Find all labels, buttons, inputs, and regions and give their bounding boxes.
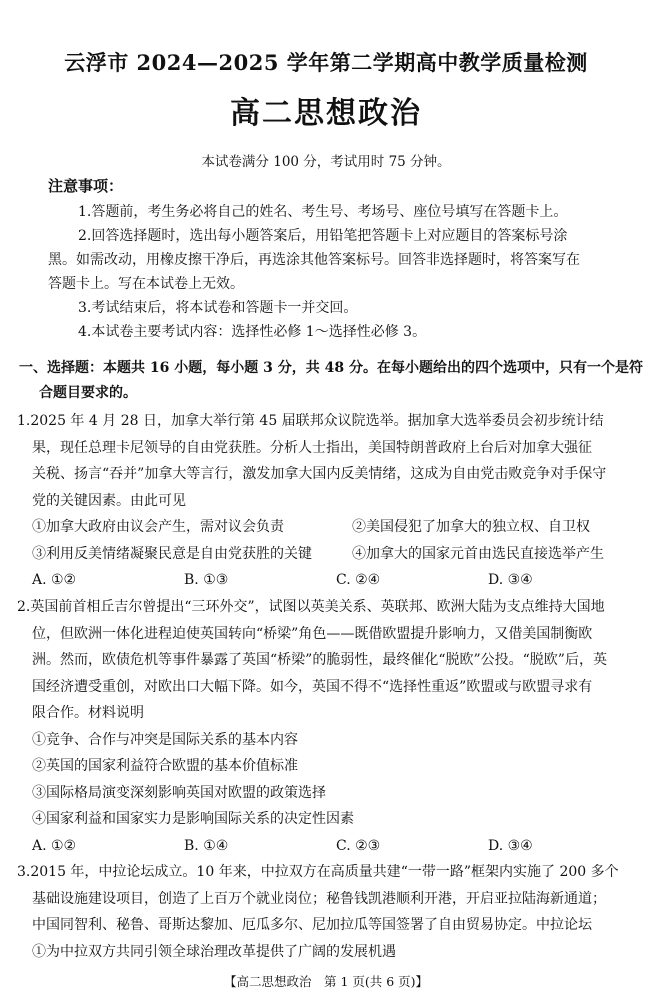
answer-choice: A. ①② — [32, 837, 77, 854]
option-statement: ①为中拉双方共同引领全球治理改革提供了广阔的发展机遇 — [32, 943, 396, 960]
question-stem-line: 国经济遭受重创，对欧出口大幅下降。如今，英国不得不“选择性重返”欧盟或与欧盟寻求有 — [32, 678, 593, 695]
option-row — [0, 541, 652, 568]
note-line: 2.回答选择题时，选出每小题答案后，用铅笔把答题卡上对应题目的答案标号涂 — [78, 228, 568, 244]
answer-choice: B. ①④ — [184, 837, 229, 854]
question-stem-line: 基础设施建设项目，创造了上百万个就业岗位；秘鲁钱凯港顺利开港，开启亚拉陆海新通道； — [32, 890, 606, 907]
question-stem-line: 中国同智利、秘鲁、哥斯达黎加、厄瓜多尔、尼加拉瓜等国签署了自由贸易协定。中拉论坛 — [32, 917, 592, 933]
option-statement: ③利用反美情绪凝聚民意是自由党获胜的关键 — [32, 545, 312, 562]
option-statement: ②美国侵犯了加拿大的独立权、自卫权 — [352, 519, 590, 535]
notes-list — [0, 200, 652, 344]
option-row — [0, 514, 652, 541]
note-line: 1.答题前，考生务必将自己的姓名、考生号、考场号、座位号填写在答题卡上。 — [78, 204, 568, 220]
question-2 — [0, 594, 652, 859]
note-line: 答题卡上。写在本试卷上无效。 — [48, 276, 244, 292]
option-statement: ①加拿大政府由议会产生，需对议会负责 — [32, 519, 284, 535]
option-statement: ①竞争、合作与冲突是国际关系的基本内容 — [32, 731, 298, 748]
note-line: 黑。如需改动，用橡皮擦干净后，再选涂其他答案标号。回答非选择题时，将答案写在 — [48, 252, 580, 268]
question-1 — [0, 408, 652, 594]
question-stem-line: 党的关键因素。由此可见 — [32, 492, 186, 509]
answer-choice: A. ①② — [32, 572, 77, 588]
question-stem-line: 3.2015 年，中拉论坛成立。10 年来，中拉双方在高质量共建“一带一路”框架内实施了 200 多个 — [17, 864, 619, 880]
section-line: 一、选择题：本题共 16 小题，每小题 3 分，共 48 分。在每小题给出的四个选项中，只有一个是符 — [19, 360, 643, 376]
option-statement: ④国家利益和国家实力是影响国际关系的决定性因素 — [32, 811, 354, 827]
option-statement: ③国际格局演变深刻影响英国对欧盟的政策选择 — [32, 784, 326, 801]
question-stem-line: 位，但欧洲一体化进程迫使英国转向“桥梁”角色——既借欧盟提升影响力，又借美国制衡欧 — [32, 625, 593, 642]
question-stem-line: 限合作。材料说明 — [32, 705, 144, 721]
question-stem-line: 2.英国前首相丘吉尔曾提出“三环外交”，试图以英美关系、英联邦、欧洲大陆为支点维持大国地 — [17, 599, 605, 615]
subject-title: 高二思想政治 — [230, 96, 422, 131]
answer-choice: B. ①③ — [184, 572, 229, 588]
note-line: 4.本试卷主要考试内容：选择性必修 1～选择性必修 3。 — [78, 324, 427, 340]
answer-choice: C. ②③ — [336, 837, 381, 854]
answer-choice: D. ③④ — [488, 572, 533, 588]
question-stem-line: 果，现任总理卡尼领导的自由党获胜。分析人士指出，美国特朗普政府上台后对加拿大强征 — [32, 439, 592, 456]
option-statement: ④加拿大的国家元首由选民直接选举产生 — [352, 545, 604, 562]
notes-heading: 注意事项： — [48, 177, 124, 195]
option-statement: ②英国的国家利益符合欧盟的基本价值标准 — [32, 758, 298, 774]
page-footer: 【高二思想政治 第 1 页(共 6 页)】 — [223, 974, 429, 989]
question-3 — [0, 859, 652, 965]
exam-meta: 本试卷满分 100 分，考试用时 75 分钟。 — [201, 154, 451, 170]
question-stem-line: 洲。然而，欧债危机等事件暴露了英国“桥梁”的脆弱性，最终催化“脱欧”公投。“脱欧”后，英 — [32, 652, 607, 668]
answer-row — [0, 567, 652, 594]
question-stem-line: 1.2025 年 4 月 28 日，加拿大举行第 45 届联邦众议院选举。据加拿大选举委员会初步统计结 — [17, 413, 604, 429]
section-line: 合题目要求的。 — [39, 385, 137, 401]
note-line: 3.考试结束后，将本试卷和答题卡一并交回。 — [78, 300, 358, 316]
question-stem-line: 关税、扬言“吞并”加拿大等言行，激发加拿大国内反美情绪，这成为自由党击败竞争对手保守 — [32, 466, 607, 482]
section-heading — [19, 356, 643, 406]
answer-choice: C. ②④ — [336, 572, 381, 588]
answer-choice: D. ③④ — [488, 837, 533, 854]
exam-title: 云浮市 2024—2025 学年第二学期高中教学质量检测 — [64, 50, 588, 75]
answer-row — [0, 833, 652, 860]
